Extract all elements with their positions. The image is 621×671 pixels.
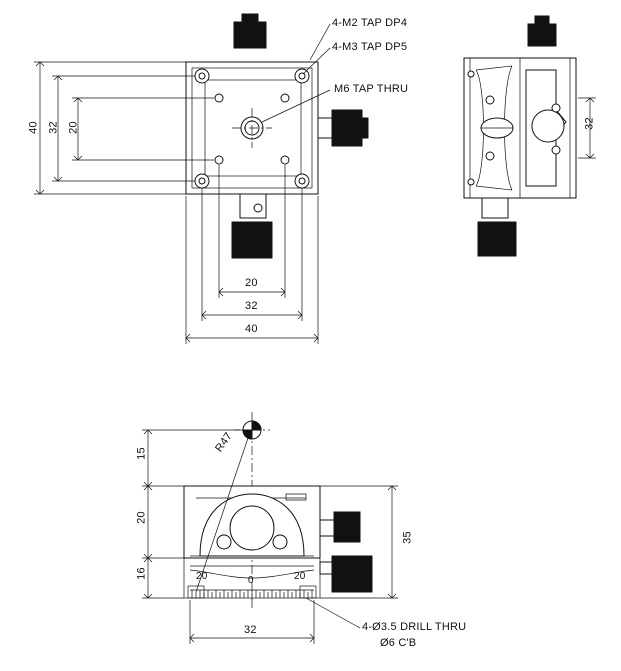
corner-hole-bl-inner bbox=[199, 178, 205, 184]
dim-label-20-front: 20 bbox=[135, 511, 148, 524]
side-hole-upper bbox=[486, 96, 494, 104]
corner-hole-tr-inner bbox=[299, 73, 305, 79]
side-knob-body bbox=[528, 24, 556, 46]
top-knob-cap bbox=[242, 14, 258, 23]
callout-counterbore: Ø6 C'B bbox=[380, 637, 417, 649]
front-right-knob bbox=[334, 512, 360, 542]
top-bottom-tab bbox=[240, 194, 266, 218]
top-right-knob-tip bbox=[362, 118, 368, 138]
dim-label-20-bottom: 20 bbox=[245, 277, 258, 289]
dim-label-35: 35 bbox=[401, 531, 414, 544]
callout-m6-tap: M6 TAP THRU bbox=[334, 83, 409, 95]
radius-label-r47: R47 bbox=[213, 430, 235, 455]
corner-hole-br-inner bbox=[299, 178, 305, 184]
side-hole-corner-tl bbox=[468, 71, 474, 77]
front-lower-shaft bbox=[320, 562, 332, 574]
pivot-quad-1 bbox=[252, 421, 261, 430]
scale-label-center: 0 bbox=[248, 575, 254, 586]
front-hole-left bbox=[217, 535, 231, 549]
dim-label-32-side: 32 bbox=[583, 117, 596, 130]
side-hole-lower bbox=[486, 152, 494, 160]
dim-label-32-left: 32 bbox=[47, 121, 60, 134]
dim-label-20-left: 20 bbox=[67, 121, 80, 134]
dim-label-32-bottom: 32 bbox=[245, 300, 258, 312]
top-knob-body bbox=[234, 22, 266, 48]
side-right-hole-top bbox=[552, 104, 560, 112]
front-lower-knob bbox=[332, 556, 372, 592]
top-bottom-knob bbox=[232, 222, 272, 258]
side-knob-cap bbox=[535, 16, 549, 25]
tap-hole-tl bbox=[215, 94, 223, 102]
scale-label-left: 20 bbox=[196, 571, 208, 582]
callout-m3-tap: 4-M3 TAP DP5 bbox=[332, 41, 408, 53]
pivot-quad-2 bbox=[243, 430, 252, 439]
callout-m2-tap: 4-M2 TAP DP4 bbox=[332, 17, 408, 29]
tap-hole-tr bbox=[281, 94, 289, 102]
dim-label-15: 15 bbox=[135, 447, 148, 460]
side-right-hole-bot bbox=[552, 146, 560, 154]
dim-label-40-left: 40 bbox=[27, 121, 40, 134]
callout-drill: 4-Ø3.5 DRILL THRU bbox=[362, 621, 467, 633]
front-center-bore bbox=[230, 506, 274, 550]
tap-hole-br bbox=[281, 156, 289, 164]
dim-label-16: 16 bbox=[135, 567, 148, 580]
top-right-shaft bbox=[318, 118, 332, 138]
scale-ticks-minor bbox=[196, 590, 308, 600]
leader-m2 bbox=[310, 24, 330, 60]
tap-hole-bl bbox=[215, 156, 223, 164]
side-bottom-tab bbox=[482, 198, 508, 218]
side-hole-corner-bl bbox=[468, 179, 474, 185]
top-bottom-tab-hole bbox=[254, 204, 262, 212]
corner-hole-tl-inner bbox=[199, 73, 205, 79]
front-hole-right bbox=[273, 535, 287, 549]
side-right-bore bbox=[532, 110, 564, 142]
side-bottom-knob bbox=[478, 222, 516, 256]
top-right-knob bbox=[332, 110, 362, 146]
dim-label-32-front: 32 bbox=[244, 624, 257, 636]
scale-label-right: 20 bbox=[294, 571, 306, 582]
dim-label-40-bottom: 40 bbox=[245, 323, 258, 335]
front-right-shaft bbox=[320, 520, 334, 536]
